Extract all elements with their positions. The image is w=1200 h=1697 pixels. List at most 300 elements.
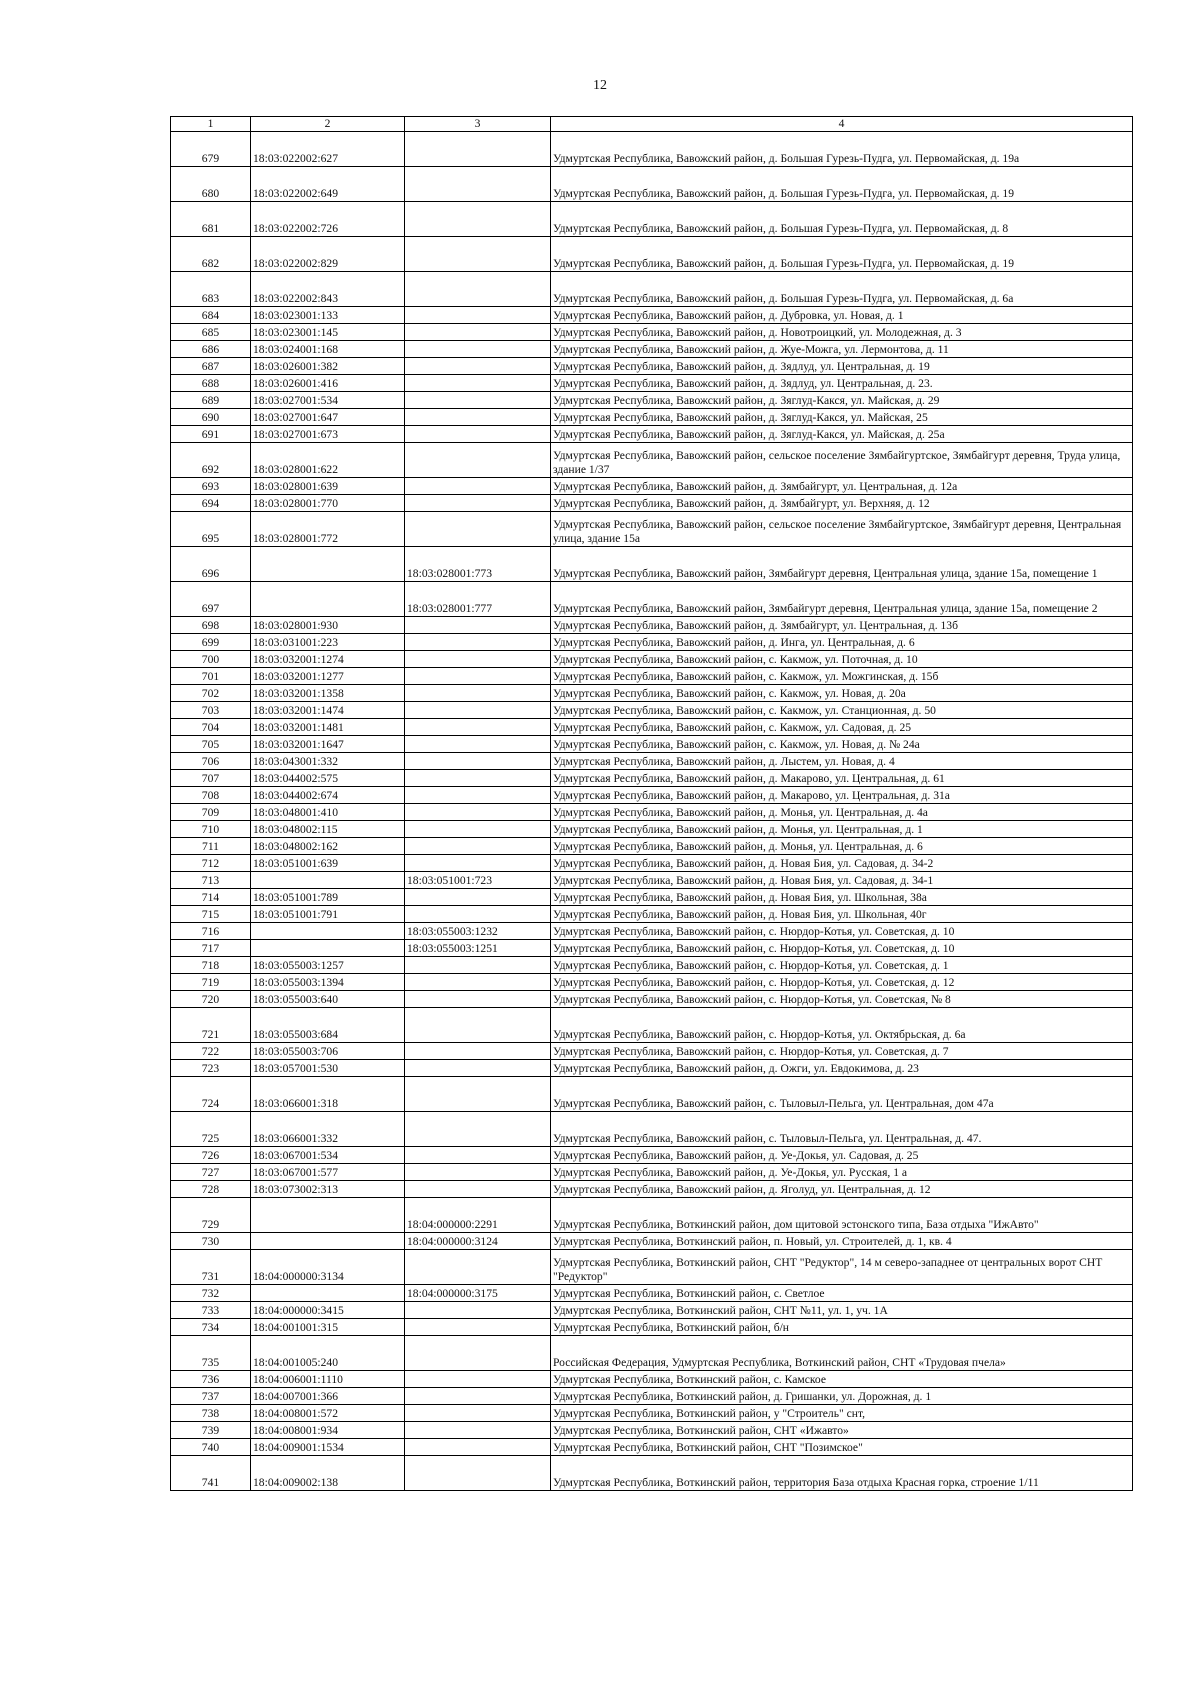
building-cadastral-number-cell bbox=[405, 307, 551, 324]
cadastral-number-cell: 18:03:067001:577 bbox=[251, 1164, 405, 1181]
address-cell: Удмуртская Республика, Вавожский район, д. Большая Гурезь-Пудга, ул. Первомайская, д. 19 bbox=[551, 237, 1133, 272]
building-cadastral-number-cell bbox=[405, 1181, 551, 1198]
cadastral-number-cell: 18:03:057001:530 bbox=[251, 1060, 405, 1077]
table-row bbox=[171, 838, 1133, 855]
building-cadastral-number-cell bbox=[405, 1077, 551, 1112]
table-row bbox=[171, 685, 1133, 702]
table-row bbox=[171, 478, 1133, 495]
cadastral-number-cell: 18:03:032001:1647 bbox=[251, 736, 405, 753]
building-cadastral-number-cell bbox=[405, 957, 551, 974]
address-cell: Удмуртская Республика, Воткинский район, с. Светлое bbox=[551, 1285, 1133, 1302]
row-number-cell: 740 bbox=[171, 1439, 251, 1456]
address-cell: Удмуртская Республика, Вавожский район, д. Новотроицкий, ул. Молодежная, д. 3 bbox=[551, 324, 1133, 341]
cadastral-number-cell: 18:04:007001:366 bbox=[251, 1388, 405, 1405]
table-row bbox=[171, 375, 1133, 392]
address-cell: Удмуртская Республика, Воткинский район, СНТ "Позимское" bbox=[551, 1439, 1133, 1456]
table-row bbox=[171, 855, 1133, 872]
row-number-cell: 718 bbox=[171, 957, 251, 974]
table-row bbox=[171, 1060, 1133, 1077]
address-cell: Удмуртская Республика, Вавожский район, д. Новая Бия, ул. Садовая, д. 34-1 bbox=[551, 872, 1133, 889]
address-cell: Удмуртская Республика, Вавожский район, с. Какмож, ул. Поточная, д. 10 bbox=[551, 651, 1133, 668]
address-cell: Удмуртская Республика, Вавожский район, д. Большая Гурезь-Пудга, ул. Первомайская, д. 19 bbox=[551, 167, 1133, 202]
row-number-cell: 717 bbox=[171, 940, 251, 957]
cadastral-number-cell: 18:03:032001:1358 bbox=[251, 685, 405, 702]
table-row bbox=[171, 409, 1133, 426]
row-number-cell: 698 bbox=[171, 617, 251, 634]
address-cell: Удмуртская Республика, Вавожский район, д. Зяглуд-Какся, ул. Майская, д. 25а bbox=[551, 426, 1133, 443]
row-number-cell: 716 bbox=[171, 923, 251, 940]
table-row bbox=[171, 1302, 1133, 1319]
cadastral-number-cell: 18:03:028001:770 bbox=[251, 495, 405, 512]
building-cadastral-number-cell bbox=[405, 375, 551, 392]
address-cell: Удмуртская Республика, Вавожский район, д. Зямбайгурт, ул. Центральная, д. 13б bbox=[551, 617, 1133, 634]
building-cadastral-number-cell bbox=[405, 1456, 551, 1491]
table-row bbox=[171, 1388, 1133, 1405]
address-cell: Удмуртская Республика, Вавожский район, д. Зядлуд, ул. Центральная, д. 19 bbox=[551, 358, 1133, 375]
row-number-cell: 724 bbox=[171, 1077, 251, 1112]
row-number-cell: 688 bbox=[171, 375, 251, 392]
table-row bbox=[171, 202, 1133, 237]
building-cadastral-number-cell bbox=[405, 1405, 551, 1422]
building-cadastral-number-cell bbox=[405, 358, 551, 375]
address-cell: Удмуртская Республика, Вавожский район, с. Какмож, ул. Станционная, д. 50 bbox=[551, 702, 1133, 719]
cadastral-number-cell: 18:03:032001:1274 bbox=[251, 651, 405, 668]
address-cell: Удмуртская Республика, Вавожский район, с. Какмож, ул. Можгинская, д. 15б bbox=[551, 668, 1133, 685]
building-cadastral-number-cell bbox=[405, 512, 551, 547]
table-row bbox=[171, 906, 1133, 923]
column-header-1: 1 bbox=[171, 117, 251, 132]
row-number-cell: 697 bbox=[171, 582, 251, 617]
address-cell: Удмуртская Республика, Воткинский район, с. Камское bbox=[551, 1371, 1133, 1388]
cadastral-number-cell bbox=[251, 547, 405, 582]
building-cadastral-number-cell bbox=[405, 736, 551, 753]
address-cell: Удмуртская Республика, Вавожский район, д. Уе-Докья, ул. Садовая, д. 25 bbox=[551, 1147, 1133, 1164]
address-cell: Удмуртская Республика, Вавожский район, д. Большая Гурезь-Пудга, ул. Первомайская, д. 8 bbox=[551, 202, 1133, 237]
cadastral-number-cell: 18:03:023001:145 bbox=[251, 324, 405, 341]
row-number-cell: 702 bbox=[171, 685, 251, 702]
cadastral-number-cell: 18:03:032001:1474 bbox=[251, 702, 405, 719]
building-cadastral-number-cell: 18:04:000000:2291 bbox=[405, 1198, 551, 1233]
table-row bbox=[171, 991, 1133, 1008]
address-cell: Удмуртская Республика, Вавожский район, д. Яголуд, ул. Центральная, д. 12 bbox=[551, 1181, 1133, 1198]
table-row bbox=[171, 1008, 1133, 1043]
address-cell: Удмуртская Республика, Вавожский район, д. Уе-Докья, ул. Русская, 1 а bbox=[551, 1164, 1133, 1181]
address-cell: Удмуртская Республика, Вавожский район, д. Ожги, ул. Евдокимова, д. 23 bbox=[551, 1060, 1133, 1077]
address-cell: Удмуртская Республика, Вавожский район, сельское поселение Зямбайгуртское, Зямбайгурт деревня, Центральная улица, здание 15а bbox=[551, 512, 1133, 547]
building-cadastral-number-cell bbox=[405, 702, 551, 719]
address-cell: Удмуртская Республика, Вавожский район, с. Какмож, ул. Новая, д. 20а bbox=[551, 685, 1133, 702]
cadastral-number-cell: 18:03:044002:674 bbox=[251, 787, 405, 804]
row-number-cell: 736 bbox=[171, 1371, 251, 1388]
row-number-cell: 708 bbox=[171, 787, 251, 804]
table-row bbox=[171, 443, 1133, 478]
address-cell: Удмуртская Республика, Вавожский район, д. Новая Бия, ул. Школьная, 38а bbox=[551, 889, 1133, 906]
table-row bbox=[171, 923, 1133, 940]
row-number-cell: 733 bbox=[171, 1302, 251, 1319]
row-number-cell: 739 bbox=[171, 1422, 251, 1439]
cadastral-number-cell: 18:04:001005:240 bbox=[251, 1336, 405, 1371]
row-number-cell: 726 bbox=[171, 1147, 251, 1164]
table-row bbox=[171, 1198, 1133, 1233]
building-cadastral-number-cell bbox=[405, 1319, 551, 1336]
table-row bbox=[171, 426, 1133, 443]
building-cadastral-number-cell bbox=[405, 495, 551, 512]
building-cadastral-number-cell bbox=[405, 1250, 551, 1285]
address-cell: Удмуртская Республика, Воткинский район, д. Гришанки, ул. Дорожная, д. 1 bbox=[551, 1388, 1133, 1405]
row-number-cell: 722 bbox=[171, 1043, 251, 1060]
row-number-cell: 723 bbox=[171, 1060, 251, 1077]
table-body bbox=[171, 132, 1133, 1491]
table-row bbox=[171, 1112, 1133, 1147]
row-number-cell: 741 bbox=[171, 1456, 251, 1491]
cadastral-number-cell: 18:03:022002:843 bbox=[251, 272, 405, 307]
table-row bbox=[171, 736, 1133, 753]
table-row bbox=[171, 1043, 1133, 1060]
building-cadastral-number-cell: 18:04:000000:3175 bbox=[405, 1285, 551, 1302]
table-row bbox=[171, 787, 1133, 804]
cadastral-number-cell bbox=[251, 1233, 405, 1250]
row-number-cell: 710 bbox=[171, 821, 251, 838]
row-number-cell: 686 bbox=[171, 341, 251, 358]
cadastral-number-cell: 18:03:026001:382 bbox=[251, 358, 405, 375]
row-number-cell: 700 bbox=[171, 651, 251, 668]
address-cell: Удмуртская Республика, Вавожский район, с. Тыловыл-Пельга, ул. Центральная, дом 47а bbox=[551, 1077, 1133, 1112]
cadastral-number-cell bbox=[251, 1198, 405, 1233]
cadastral-number-cell: 18:03:032001:1481 bbox=[251, 719, 405, 736]
building-cadastral-number-cell bbox=[405, 906, 551, 923]
row-number-cell: 692 bbox=[171, 443, 251, 478]
cadastral-number-cell bbox=[251, 582, 405, 617]
cadastral-number-cell bbox=[251, 940, 405, 957]
row-number-cell: 713 bbox=[171, 872, 251, 889]
building-cadastral-number-cell bbox=[405, 1336, 551, 1371]
address-cell: Удмуртская Республика, Воткинский район, СНТ "Редуктор", 14 м северо-западнее от центральных ворот СНТ "Редуктор" bbox=[551, 1250, 1133, 1285]
row-number-cell: 720 bbox=[171, 991, 251, 1008]
building-cadastral-number-cell bbox=[405, 237, 551, 272]
cadastral-number-cell: 18:03:055003:1394 bbox=[251, 974, 405, 991]
address-cell: Удмуртская Республика, Вавожский район, д. Инга, ул. Центральная, д. 6 bbox=[551, 634, 1133, 651]
cadastral-number-cell: 18:03:055003:706 bbox=[251, 1043, 405, 1060]
building-cadastral-number-cell bbox=[405, 202, 551, 237]
cadastral-number-cell: 18:03:028001:930 bbox=[251, 617, 405, 634]
row-number-cell: 685 bbox=[171, 324, 251, 341]
building-cadastral-number-cell bbox=[405, 272, 551, 307]
address-cell: Удмуртская Республика, Вавожский район, Зямбайгурт деревня, Центральная улица, здание 15а, помещение 2 bbox=[551, 582, 1133, 617]
cadastral-number-cell: 18:04:008001:934 bbox=[251, 1422, 405, 1439]
table-row bbox=[171, 651, 1133, 668]
address-cell: Удмуртская Республика, Вавожский район, с. Нюрдор-Котья, ул. Октябрьская, д. 6а bbox=[551, 1008, 1133, 1043]
address-cell: Удмуртская Республика, Вавожский район, д. Монья, ул. Центральная, д. 6 bbox=[551, 838, 1133, 855]
table-row bbox=[171, 1250, 1133, 1285]
building-cadastral-number-cell bbox=[405, 478, 551, 495]
address-cell: Российская Федерация, Удмуртская Республика, Воткинский район, СНТ «Трудовая пчела» bbox=[551, 1336, 1133, 1371]
row-number-cell: 721 bbox=[171, 1008, 251, 1043]
cadastral-number-cell: 18:04:008001:572 bbox=[251, 1405, 405, 1422]
table-row bbox=[171, 668, 1133, 685]
table-row bbox=[171, 821, 1133, 838]
address-cell: Удмуртская Республика, Вавожский район, д. Большая Гурезь-Пудга, ул. Первомайская, д. 6а bbox=[551, 272, 1133, 307]
row-number-cell: 735 bbox=[171, 1336, 251, 1371]
table-row bbox=[171, 1077, 1133, 1112]
cadastral-number-cell: 18:03:022002:627 bbox=[251, 132, 405, 167]
cadastral-number-cell: 18:03:022002:726 bbox=[251, 202, 405, 237]
row-number-cell: 694 bbox=[171, 495, 251, 512]
building-cadastral-number-cell: 18:03:051001:723 bbox=[405, 872, 551, 889]
cadastral-number-cell: 18:03:048002:162 bbox=[251, 838, 405, 855]
building-cadastral-number-cell bbox=[405, 443, 551, 478]
row-number-cell: 699 bbox=[171, 634, 251, 651]
row-number-cell: 701 bbox=[171, 668, 251, 685]
cadastral-number-cell: 18:03:043001:332 bbox=[251, 753, 405, 770]
cadastral-number-cell: 18:04:009001:1534 bbox=[251, 1439, 405, 1456]
address-cell: Удмуртская Республика, Воткинский район, б/н bbox=[551, 1319, 1133, 1336]
table-row bbox=[171, 392, 1133, 409]
table-row bbox=[171, 1371, 1133, 1388]
row-number-cell: 711 bbox=[171, 838, 251, 855]
cadastral-number-cell bbox=[251, 1285, 405, 1302]
cadastral-number-cell: 18:03:055003:684 bbox=[251, 1008, 405, 1043]
address-cell: Удмуртская Республика, Вавожский район, д. Зямбайгурт, ул. Центральная, д. 12а bbox=[551, 478, 1133, 495]
building-cadastral-number-cell bbox=[405, 1008, 551, 1043]
table-row bbox=[171, 1164, 1133, 1181]
address-cell: Удмуртская Республика, Вавожский район, д. Новая Бия, ул. Садовая, д. 34-2 bbox=[551, 855, 1133, 872]
table-row bbox=[171, 1422, 1133, 1439]
cadastral-number-cell: 18:04:009002:138 bbox=[251, 1456, 405, 1491]
building-cadastral-number-cell bbox=[405, 1422, 551, 1439]
cadastral-number-cell: 18:03:031001:223 bbox=[251, 634, 405, 651]
row-number-cell: 704 bbox=[171, 719, 251, 736]
table-row bbox=[171, 719, 1133, 736]
table-row bbox=[171, 582, 1133, 617]
address-cell: Удмуртская Республика, Воткинский район, территория База отдыха Красная горка, строение 1/11 bbox=[551, 1456, 1133, 1491]
address-cell: Удмуртская Республика, Вавожский район, д. Монья, ул. Центральная, д. 1 bbox=[551, 821, 1133, 838]
building-cadastral-number-cell bbox=[405, 1112, 551, 1147]
building-cadastral-number-cell: 18:03:055003:1251 bbox=[405, 940, 551, 957]
building-cadastral-number-cell bbox=[405, 167, 551, 202]
building-cadastral-number-cell bbox=[405, 426, 551, 443]
cadastral-number-cell: 18:03:028001:622 bbox=[251, 443, 405, 478]
cadastral-number-cell: 18:04:000000:3415 bbox=[251, 1302, 405, 1319]
cadastral-number-cell: 18:03:027001:534 bbox=[251, 392, 405, 409]
address-cell: Удмуртская Республика, Воткинский район, СНТ №11, ул. 1, уч. 1А bbox=[551, 1302, 1133, 1319]
building-cadastral-number-cell bbox=[405, 974, 551, 991]
cadastral-number-cell: 18:03:067001:534 bbox=[251, 1147, 405, 1164]
cadastral-number-cell: 18:03:028001:639 bbox=[251, 478, 405, 495]
row-number-cell: 732 bbox=[171, 1285, 251, 1302]
table-row bbox=[171, 872, 1133, 889]
address-cell: Удмуртская Республика, Воткинский район, п. Новый, ул. Строителей, д. 1, кв. 4 bbox=[551, 1233, 1133, 1250]
column-header-4: 4 bbox=[551, 117, 1133, 132]
table-row bbox=[171, 495, 1133, 512]
cadastral-number-cell: 18:03:022002:829 bbox=[251, 237, 405, 272]
table-row bbox=[171, 341, 1133, 358]
cadastral-number-cell bbox=[251, 872, 405, 889]
building-cadastral-number-cell bbox=[405, 668, 551, 685]
address-cell: Удмуртская Республика, Вавожский район, с. Нюрдор-Котья, ул. Советская, д. 12 bbox=[551, 974, 1133, 991]
building-cadastral-number-cell bbox=[405, 1439, 551, 1456]
address-cell: Удмуртская Республика, Вавожский район, д. Лыстем, ул. Новая, д. 4 bbox=[551, 753, 1133, 770]
building-cadastral-number-cell bbox=[405, 617, 551, 634]
address-cell: Удмуртская Республика, Воткинский район, СНТ «Ижавто» bbox=[551, 1422, 1133, 1439]
table-row bbox=[171, 957, 1133, 974]
address-cell: Удмуртская Республика, Вавожский район, д. Зяглуд-Какся, ул. Майская, 25 bbox=[551, 409, 1133, 426]
table-row bbox=[171, 634, 1133, 651]
address-cell: Удмуртская Республика, Вавожский район, д. Зяглуд-Какся, ул. Майская, д. 29 bbox=[551, 392, 1133, 409]
cadastral-number-cell: 18:03:027001:647 bbox=[251, 409, 405, 426]
cadastral-number-cell: 18:03:055003:640 bbox=[251, 991, 405, 1008]
table-row bbox=[171, 272, 1133, 307]
cadastral-number-cell: 18:03:022002:649 bbox=[251, 167, 405, 202]
column-header-2: 2 bbox=[251, 117, 405, 132]
table-row bbox=[171, 617, 1133, 634]
row-number-cell: 687 bbox=[171, 358, 251, 375]
table-row bbox=[171, 1456, 1133, 1491]
building-cadastral-number-cell bbox=[405, 753, 551, 770]
table-row bbox=[171, 770, 1133, 787]
cadastral-number-cell: 18:03:048001:410 bbox=[251, 804, 405, 821]
row-number-cell: 714 bbox=[171, 889, 251, 906]
table-row bbox=[171, 1439, 1133, 1456]
address-cell: Удмуртская Республика, Вавожский район, с. Нюрдор-Котья, ул. Советская, д. 1 bbox=[551, 957, 1133, 974]
cadastral-number-cell: 18:03:066001:318 bbox=[251, 1077, 405, 1112]
address-cell: Удмуртская Республика, Вавожский район, с. Нюрдор-Котья, ул. Советская, д. 7 bbox=[551, 1043, 1133, 1060]
building-cadastral-number-cell bbox=[405, 804, 551, 821]
address-cell: Удмуртская Республика, Вавожский район, с. Нюрдор-Котья, ул. Советская, д. 10 bbox=[551, 923, 1133, 940]
cadastral-number-cell: 18:03:024001:168 bbox=[251, 341, 405, 358]
building-cadastral-number-cell bbox=[405, 1302, 551, 1319]
row-number-cell: 728 bbox=[171, 1181, 251, 1198]
building-cadastral-number-cell bbox=[405, 855, 551, 872]
building-cadastral-number-cell bbox=[405, 1164, 551, 1181]
row-number-cell: 705 bbox=[171, 736, 251, 753]
building-cadastral-number-cell bbox=[405, 838, 551, 855]
address-cell: Удмуртская Республика, Вавожский район, д. Зядлуд, ул. Центральная, д. 23. bbox=[551, 375, 1133, 392]
building-cadastral-number-cell bbox=[405, 1388, 551, 1405]
building-cadastral-number-cell: 18:03:055003:1232 bbox=[405, 923, 551, 940]
building-cadastral-number-cell bbox=[405, 392, 551, 409]
address-cell: Удмуртская Республика, Вавожский район, д. Новая Бия, ул. Школьная, 40г bbox=[551, 906, 1133, 923]
row-number-cell: 682 bbox=[171, 237, 251, 272]
table-row bbox=[171, 753, 1133, 770]
building-cadastral-number-cell bbox=[405, 1147, 551, 1164]
row-number-cell: 712 bbox=[171, 855, 251, 872]
cadastral-number-cell: 18:03:044002:575 bbox=[251, 770, 405, 787]
address-cell: Удмуртская Республика, Вавожский район, д. Монья, ул. Центральная, д. 4а bbox=[551, 804, 1133, 821]
building-cadastral-number-cell bbox=[405, 1060, 551, 1077]
cadastral-number-cell: 18:03:066001:332 bbox=[251, 1112, 405, 1147]
table-row bbox=[171, 547, 1133, 582]
row-number-cell: 695 bbox=[171, 512, 251, 547]
building-cadastral-number-cell bbox=[405, 685, 551, 702]
row-number-cell: 683 bbox=[171, 272, 251, 307]
row-number-cell: 719 bbox=[171, 974, 251, 991]
cadastral-number-cell: 18:03:023001:133 bbox=[251, 307, 405, 324]
row-number-cell: 691 bbox=[171, 426, 251, 443]
cadastral-number-cell: 18:03:048002:115 bbox=[251, 821, 405, 838]
address-cell: Удмуртская Республика, Вавожский район, д. Макарово, ул. Центральная, д. 31а bbox=[551, 787, 1133, 804]
building-cadastral-number-cell: 18:04:000000:3124 bbox=[405, 1233, 551, 1250]
building-cadastral-number-cell: 18:03:028001:773 bbox=[405, 547, 551, 582]
table-header-row bbox=[171, 117, 1133, 132]
row-number-cell: 707 bbox=[171, 770, 251, 787]
cadastral-number-cell: 18:04:006001:1110 bbox=[251, 1371, 405, 1388]
table-row bbox=[171, 1147, 1133, 1164]
cadastral-number-cell: 18:03:055003:1257 bbox=[251, 957, 405, 974]
building-cadastral-number-cell bbox=[405, 821, 551, 838]
row-number-cell: 709 bbox=[171, 804, 251, 821]
cadastral-number-cell: 18:03:051001:791 bbox=[251, 906, 405, 923]
cadastral-number-cell: 18:03:026001:416 bbox=[251, 375, 405, 392]
building-cadastral-number-cell bbox=[405, 787, 551, 804]
row-number-cell: 696 bbox=[171, 547, 251, 582]
address-cell: Удмуртская Республика, Вавожский район, с. Тыловыл-Пельга, ул. Центральная, д. 47. bbox=[551, 1112, 1133, 1147]
address-cell: Удмуртская Республика, Вавожский район, с. Нюрдор-Котья, ул. Советская, д. 10 bbox=[551, 940, 1133, 957]
row-number-cell: 715 bbox=[171, 906, 251, 923]
cadastral-number-cell bbox=[251, 923, 405, 940]
row-number-cell: 690 bbox=[171, 409, 251, 426]
row-number-cell: 734 bbox=[171, 1319, 251, 1336]
table-row bbox=[171, 1181, 1133, 1198]
cadastral-number-cell: 18:03:051001:639 bbox=[251, 855, 405, 872]
table-row bbox=[171, 167, 1133, 202]
address-cell: Удмуртская Республика, Вавожский район, д. Дубровка, ул. Новая, д. 1 bbox=[551, 307, 1133, 324]
row-number-cell: 727 bbox=[171, 1164, 251, 1181]
row-number-cell: 738 bbox=[171, 1405, 251, 1422]
building-cadastral-number-cell bbox=[405, 719, 551, 736]
table-row bbox=[171, 358, 1133, 375]
row-number-cell: 703 bbox=[171, 702, 251, 719]
address-cell: Удмуртская Республика, Вавожский район, с. Какмож, ул. Новая, д. № 24а bbox=[551, 736, 1133, 753]
row-number-cell: 689 bbox=[171, 392, 251, 409]
column-header-3: 3 bbox=[405, 117, 551, 132]
cadastral-number-cell: 18:04:001001:315 bbox=[251, 1319, 405, 1336]
address-cell: Удмуртская Республика, Вавожский район, сельское поселение Зямбайгуртское, Зямбайгурт деревня, Труда улица, здание 1/37 bbox=[551, 443, 1133, 478]
table-row bbox=[171, 132, 1133, 167]
cadastral-number-cell: 18:03:073002:313 bbox=[251, 1181, 405, 1198]
row-number-cell: 681 bbox=[171, 202, 251, 237]
row-number-cell: 684 bbox=[171, 307, 251, 324]
building-cadastral-number-cell bbox=[405, 1043, 551, 1060]
table-row bbox=[171, 804, 1133, 821]
address-cell: Удмуртская Республика, Вавожский район, д. Макарово, ул. Центральная, д. 61 bbox=[551, 770, 1133, 787]
table-row bbox=[171, 1233, 1133, 1250]
row-number-cell: 693 bbox=[171, 478, 251, 495]
property-table bbox=[170, 116, 1133, 1491]
building-cadastral-number-cell bbox=[405, 651, 551, 668]
page-number: 12 bbox=[593, 78, 607, 93]
row-number-cell: 731 bbox=[171, 1250, 251, 1285]
address-cell: Удмуртская Республика, Вавожский район, д. Большая Гурезь-Пудга, ул. Первомайская, д. 19а bbox=[551, 132, 1133, 167]
building-cadastral-number-cell bbox=[405, 324, 551, 341]
cadastral-number-cell: 18:03:032001:1277 bbox=[251, 668, 405, 685]
table-row bbox=[171, 940, 1133, 957]
address-cell: Удмуртская Республика, Воткинский район, дом щитовой эстонского типа, База отдыха "ИжАвто" bbox=[551, 1198, 1133, 1233]
building-cadastral-number-cell bbox=[405, 341, 551, 358]
cadastral-number-cell: 18:03:027001:673 bbox=[251, 426, 405, 443]
table-row bbox=[171, 512, 1133, 547]
table-row bbox=[171, 974, 1133, 991]
building-cadastral-number-cell bbox=[405, 991, 551, 1008]
row-number-cell: 737 bbox=[171, 1388, 251, 1405]
building-cadastral-number-cell bbox=[405, 770, 551, 787]
address-cell: Удмуртская Республика, Вавожский район, д. Зямбайгурт, ул. Верхняя, д. 12 bbox=[551, 495, 1133, 512]
table-row bbox=[171, 702, 1133, 719]
building-cadastral-number-cell bbox=[405, 132, 551, 167]
address-cell: Удмуртская Республика, Вавожский район, Зямбайгурт деревня, Центральная улица, здание 15а, помещение 1 bbox=[551, 547, 1133, 582]
building-cadastral-number-cell bbox=[405, 409, 551, 426]
address-cell: Удмуртская Республика, Воткинский район, у "Строитель" снт, bbox=[551, 1405, 1133, 1422]
table-row bbox=[171, 1285, 1133, 1302]
